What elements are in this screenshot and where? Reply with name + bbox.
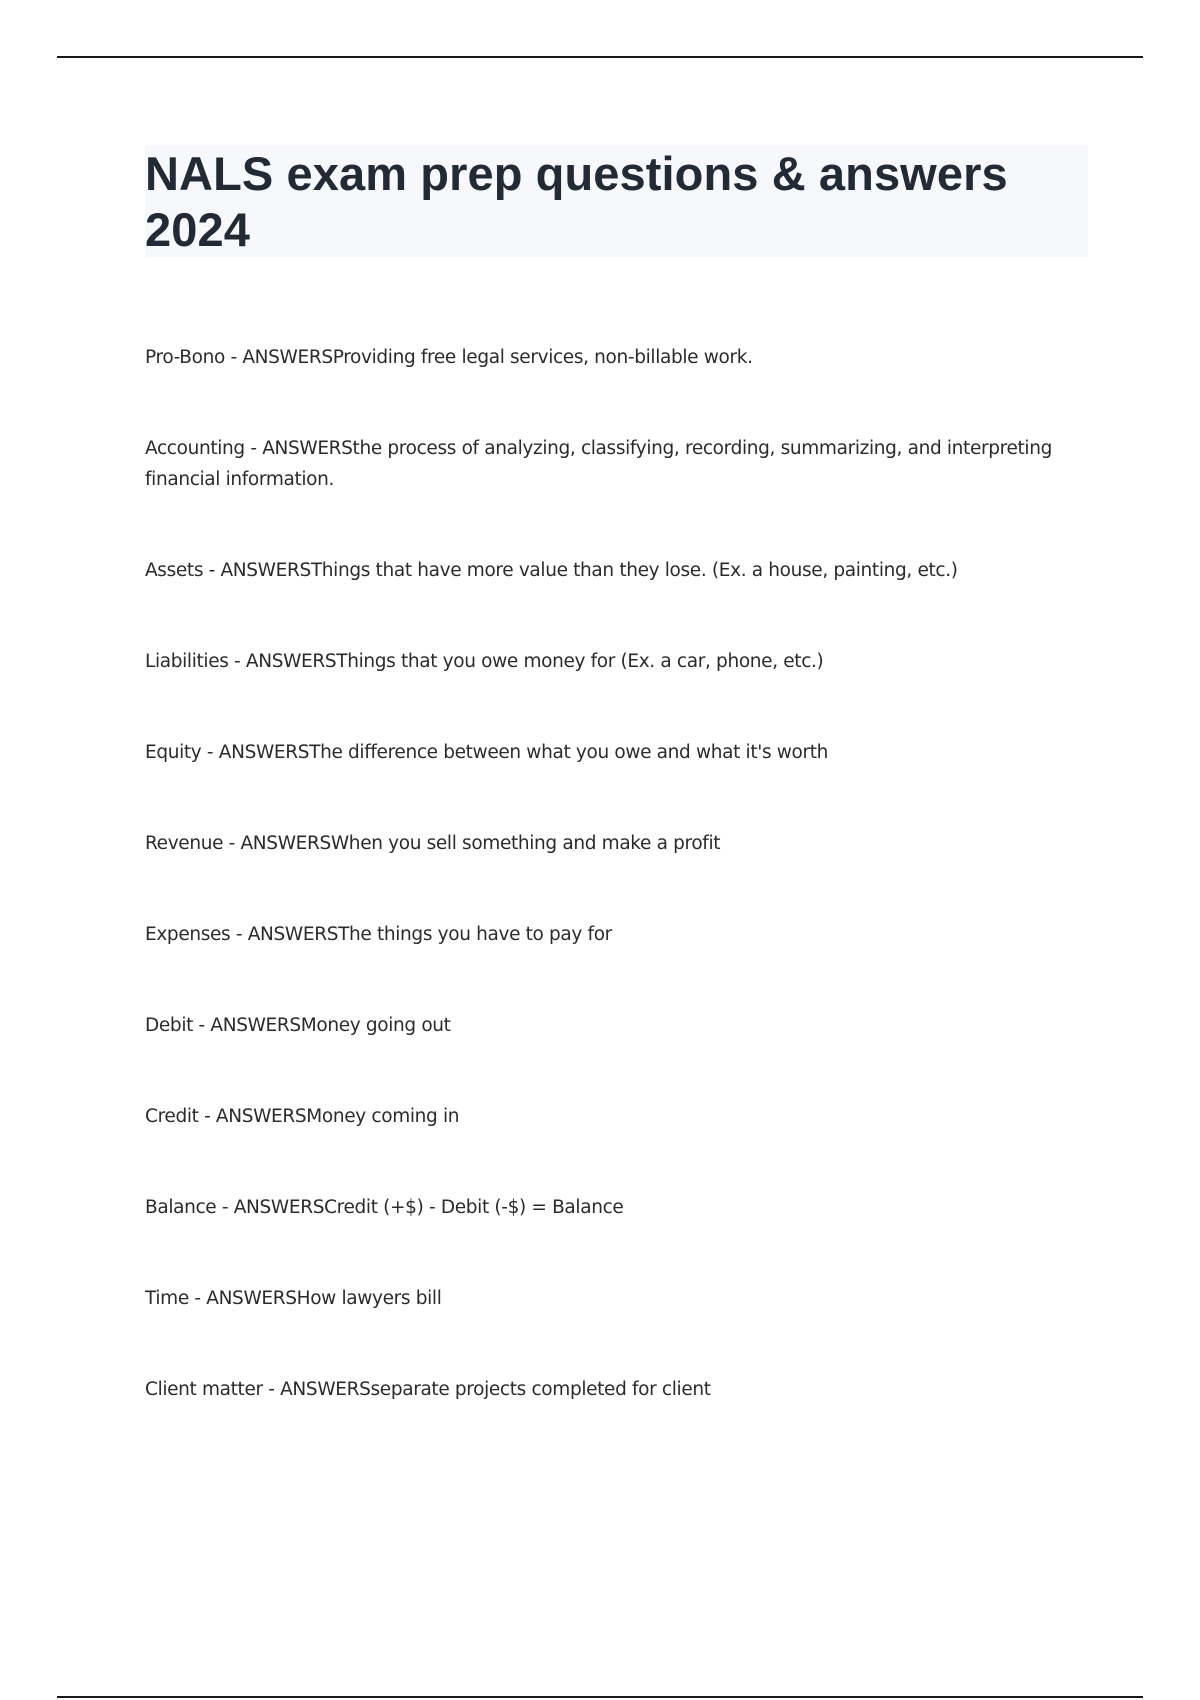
qa-entry-expenses: Expenses - ANSWERSThe things you have to pay for (145, 924, 612, 945)
footer-rule (57, 1696, 1143, 1698)
qa-entry-equity: Equity - ANSWERSThe difference between what you owe and what it's worth (145, 742, 829, 763)
qa-entry-credit: Credit - ANSWERSMoney coming in (145, 1106, 460, 1127)
qa-entry-debit: Debit - ANSWERSMoney going out (145, 1015, 451, 1036)
qa-entry-liabilities: Liabilities - ANSWERSThings that you owe money for (Ex. a car, phone, etc.) (145, 651, 824, 672)
qa-entry-client-matter: Client matter - ANSWERSseparate projects completed for client (145, 1379, 711, 1400)
qa-entry-time: Time - ANSWERSHow lawyers bill (145, 1288, 442, 1309)
qa-entry-revenue: Revenue - ANSWERSWhen you sell something and make a profit (145, 833, 721, 854)
qa-list (145, 342, 1075, 1465)
qa-entry-accounting: Accounting - ANSWERSthe process of analyzing, classifying, recording, summarizing, and interpreting financial information. (145, 438, 1052, 490)
qa-entry-pro-bono: Pro-Bono - ANSWERSProviding free legal services, non-billable work. (145, 347, 753, 368)
qa-entry-balance: Balance - ANSWERSCredit (+$) - Debit (-$) = Balance (145, 1197, 624, 1218)
title-block (145, 146, 1088, 257)
header-rule (57, 56, 1143, 58)
qa-entry-assets: Assets - ANSWERSThings that have more value than they lose. (Ex. a house, painting, etc.) (145, 560, 958, 581)
page-title: NALS exam prep questions & answers 2024 (145, 147, 1008, 256)
